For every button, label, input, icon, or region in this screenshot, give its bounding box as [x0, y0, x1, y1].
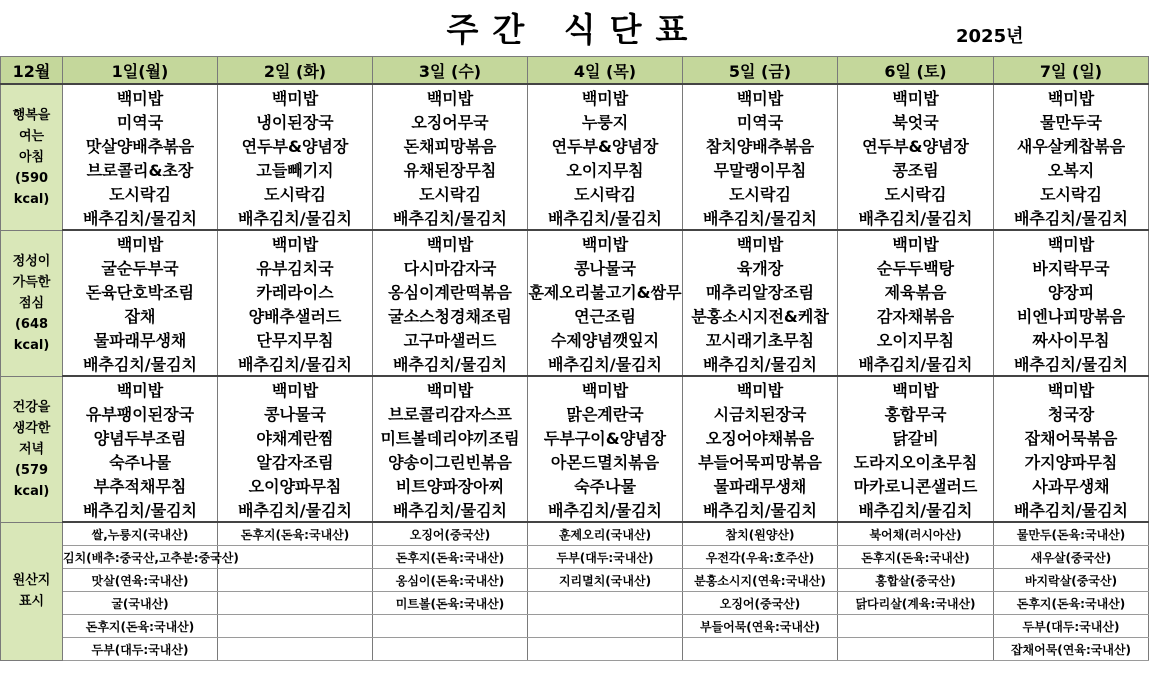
origin-cell: 북어채(러시아산) [838, 522, 994, 546]
dish-cell: 양념두부조림 [63, 425, 218, 449]
origin-cell [218, 546, 373, 569]
origin-row [1, 569, 1149, 592]
dish-cell: 육개장 [683, 255, 838, 279]
menu-row [1, 157, 1149, 181]
dish-cell: 비트양파장아찌 [373, 473, 528, 497]
dish-cell: 단무지무침 [218, 327, 373, 351]
dish-cell: 배추김치/물김치 [683, 351, 838, 376]
meal-label-line: 아침 [18, 149, 45, 165]
title-bar [0, 0, 1148, 56]
origin-cell: 바지락살(중국산) [994, 569, 1149, 592]
day-header: 6일 (토) [838, 57, 994, 85]
dish-cell: 누룽지 [528, 109, 683, 133]
origin-cell: 참치(원양산) [683, 522, 838, 546]
dish-cell: 브로콜리&초장 [63, 157, 218, 181]
dish-cell: 도시락김 [528, 181, 683, 205]
dish-cell: 오이지무침 [528, 157, 683, 181]
menu-row [1, 133, 1149, 157]
origin-cell: 우전각(우육:호주산) [683, 546, 838, 569]
day-header: 2일 (화) [218, 57, 373, 85]
origin-cell: 돈후지(돈육:국내산) [994, 592, 1149, 615]
menu-row [1, 327, 1149, 351]
dish-cell: 배추김치/물김치 [838, 351, 994, 376]
origin-cell: 돈후지(돈육:국내산) [373, 546, 528, 569]
dish-cell: 백미밥 [218, 230, 373, 255]
dish-cell: 새우살케찹볶음 [994, 133, 1149, 157]
dish-cell: 도라지오이초무침 [838, 449, 994, 473]
menu-row [1, 376, 1149, 401]
origin-cell: 물만두(돈육:국내산) [994, 522, 1149, 546]
dish-cell: 백미밥 [683, 230, 838, 255]
origin-cell [528, 615, 683, 638]
menu-row [1, 449, 1149, 473]
origin-cell [218, 615, 373, 638]
dish-cell: 백미밥 [683, 376, 838, 401]
dish-cell: 배추김치/물김치 [218, 205, 373, 230]
menu-row [1, 401, 1149, 425]
menu-table [0, 56, 1149, 661]
dish-cell: 연두부&양념장 [528, 133, 683, 157]
origin-cell: 두부(대두:국내산) [994, 615, 1149, 638]
dish-cell: 옹심이계란떡볶음 [373, 279, 528, 303]
meal-label-line: 여는 [18, 128, 45, 144]
dish-cell: 백미밥 [373, 230, 528, 255]
origin-cell: 미트볼(돈육:국내산) [373, 592, 528, 615]
origin-cell: 잡채어묵(연육:국내산) [994, 638, 1149, 661]
meal-label-line: 점심 [18, 295, 45, 311]
dish-cell: 매추리알장조림 [683, 279, 838, 303]
dish-cell: 돈육단호박조림 [63, 279, 218, 303]
dish-cell: 백미밥 [218, 84, 373, 109]
origin-row [1, 592, 1149, 615]
dish-cell: 오이양파무침 [218, 473, 373, 497]
origin-row [1, 522, 1149, 546]
meal-label-line: kcal) [13, 191, 50, 207]
dish-cell: 배추김치/물김치 [528, 497, 683, 522]
dish-cell: 알감자조림 [218, 449, 373, 473]
origin-cell [373, 638, 528, 661]
dish-cell: 배추김치/물김치 [683, 205, 838, 230]
dish-cell: 맑은계란국 [528, 401, 683, 425]
origin-cell [528, 592, 683, 615]
dish-cell: 미역국 [63, 109, 218, 133]
origin-cell: 옹심이(돈육:국내산) [373, 569, 528, 592]
origin-label [1, 522, 63, 661]
dish-cell: 배추김치/물김치 [838, 205, 994, 230]
origin-cell: 부들어묵(연육:국내산) [683, 615, 838, 638]
origin-cell [218, 592, 373, 615]
dish-cell: 백미밥 [994, 84, 1149, 109]
day-header: 5일 (금) [683, 57, 838, 85]
dish-cell: 사과무생채 [994, 473, 1149, 497]
dish-cell: 도시락김 [683, 181, 838, 205]
menu-row [1, 230, 1149, 255]
origin-cell [528, 638, 683, 661]
dish-cell: 백미밥 [373, 84, 528, 109]
dish-cell: 도시락김 [373, 181, 528, 205]
dish-cell: 훈제오리불고기&쌈무 [528, 279, 683, 303]
dish-cell: 굴순두부국 [63, 255, 218, 279]
dish-cell: 고들빼기지 [218, 157, 373, 181]
dish-cell: 오이지무침 [838, 327, 994, 351]
meal-label-line: 생각한 [12, 420, 51, 436]
dish-cell: 아몬드멸치볶음 [528, 449, 683, 473]
origin-cell: 김치(배추:중국산,고추분:중국산) [63, 546, 218, 569]
dish-cell: 백미밥 [994, 376, 1149, 401]
meal-label-line: kcal) [13, 337, 50, 353]
origin-cell: 쌀,누룽지(국내산) [63, 522, 218, 546]
dish-cell: 백미밥 [373, 376, 528, 401]
menu-row [1, 425, 1149, 449]
origin-cell: 두부(대두:국내산) [63, 638, 218, 661]
dish-cell: 백미밥 [528, 376, 683, 401]
dish-cell: 배추김치/물김치 [683, 497, 838, 522]
day-header: 3일 (수) [373, 57, 528, 85]
dish-cell: 제육볶음 [838, 279, 994, 303]
meal-label-line: (648 [14, 316, 49, 332]
origin-row [1, 638, 1149, 661]
origin-cell: 오징어(중국산) [373, 522, 528, 546]
dish-cell: 연두부&양념장 [838, 133, 994, 157]
menu-row [1, 109, 1149, 133]
dish-cell: 연근조림 [528, 303, 683, 327]
meal-label-line: 가득한 [12, 274, 51, 290]
meal-label [1, 84, 63, 230]
menu-row [1, 497, 1149, 522]
day-header: 4일 (목) [528, 57, 683, 85]
dish-cell: 배추김치/물김치 [373, 205, 528, 230]
dish-cell: 배추김치/물김치 [528, 205, 683, 230]
dish-cell: 굴소스청경채조림 [373, 303, 528, 327]
dish-cell: 미역국 [683, 109, 838, 133]
meal-label [1, 376, 63, 522]
menu-row [1, 205, 1149, 230]
dish-cell: 유채된장무침 [373, 157, 528, 181]
dish-cell: 비엔나피망볶음 [994, 303, 1149, 327]
dish-cell: 양배추샐러드 [218, 303, 373, 327]
dish-cell: 홍합무국 [838, 401, 994, 425]
dish-cell: 백미밥 [528, 84, 683, 109]
origin-cell: 닭다리살(계육:국내산) [838, 592, 994, 615]
dish-cell: 양송이그린빈볶음 [373, 449, 528, 473]
dish-cell: 배추김치/물김치 [528, 351, 683, 376]
origin-cell: 굴(국내산) [63, 592, 218, 615]
page-title: 주간 식단표 [446, 10, 702, 49]
origin-cell: 지리멸치(국내산) [528, 569, 683, 592]
menu-row [1, 351, 1149, 376]
dish-cell: 순두두백탕 [838, 255, 994, 279]
origin-cell [683, 638, 838, 661]
dish-cell: 물만두국 [994, 109, 1149, 133]
menu-row [1, 303, 1149, 327]
dish-cell: 다시마감자국 [373, 255, 528, 279]
origin-cell: 맛살(연육:국내산) [63, 569, 218, 592]
dish-cell: 청국장 [994, 401, 1149, 425]
dish-cell: 브로콜리감자스프 [373, 401, 528, 425]
menu-row [1, 84, 1149, 109]
dish-cell: 도시락김 [994, 181, 1149, 205]
day-header: 1일(월) [63, 57, 218, 85]
dish-cell: 부추적채무침 [63, 473, 218, 497]
dish-cell: 북엇국 [838, 109, 994, 133]
dish-cell: 콩나물국 [528, 255, 683, 279]
dish-cell: 백미밥 [63, 230, 218, 255]
dish-cell: 오복지 [994, 157, 1149, 181]
dish-cell: 백미밥 [63, 376, 218, 401]
dish-cell: 백미밥 [63, 84, 218, 109]
meal-label-line: 저녁 [18, 441, 45, 457]
dish-cell: 야채계란찜 [218, 425, 373, 449]
dish-cell: 가지양파무침 [994, 449, 1149, 473]
origin-cell: 홍합살(중국산) [838, 569, 994, 592]
origin-cell: 새우살(중국산) [994, 546, 1149, 569]
dish-cell: 양장피 [994, 279, 1149, 303]
dish-cell: 백미밥 [218, 376, 373, 401]
dish-cell: 바지락무국 [994, 255, 1149, 279]
menu-row [1, 255, 1149, 279]
dish-cell: 오징어무국 [373, 109, 528, 133]
dish-cell: 고구마샐러드 [373, 327, 528, 351]
dish-cell: 짜사이무침 [994, 327, 1149, 351]
origin-cell [373, 615, 528, 638]
dish-cell: 배추김치/물김치 [63, 497, 218, 522]
dish-cell: 물파래무생채 [63, 327, 218, 351]
dish-cell: 무말랭이무침 [683, 157, 838, 181]
dish-cell: 배추김치/물김치 [218, 351, 373, 376]
meal-label-line: (590 [14, 170, 49, 186]
origin-row [1, 615, 1149, 638]
dish-cell: 배추김치/물김치 [994, 205, 1149, 230]
dish-cell: 유부김치국 [218, 255, 373, 279]
menu-row [1, 181, 1149, 205]
menu-row [1, 279, 1149, 303]
meal-label-line: 정성이 [12, 253, 51, 269]
origin-label-line: 표시 [18, 594, 45, 610]
meal-label-line: 건강을 [12, 399, 51, 415]
dish-cell: 참치양배추볶음 [683, 133, 838, 157]
dish-cell: 물파래무생채 [683, 473, 838, 497]
origin-cell [838, 638, 994, 661]
dish-cell: 도시락김 [63, 181, 218, 205]
dish-cell: 마카로니콘샐러드 [838, 473, 994, 497]
origin-cell: 돈후지(돈육:국내산) [218, 522, 373, 546]
dish-cell: 도시락김 [838, 181, 994, 205]
dish-cell: 도시락김 [218, 181, 373, 205]
origin-row [1, 546, 1149, 569]
dish-cell: 배추김치/물김치 [994, 351, 1149, 376]
origin-label-line: 원산지 [12, 573, 51, 589]
dish-cell: 꼬시래기초무침 [683, 327, 838, 351]
dish-cell: 미트볼데리야끼조림 [373, 425, 528, 449]
dish-cell: 연두부&양념장 [218, 133, 373, 157]
dish-cell: 시금치된장국 [683, 401, 838, 425]
dish-cell: 배추김치/물김치 [838, 497, 994, 522]
dish-cell: 배추김치/물김치 [373, 497, 528, 522]
day-header: 7일 (일) [994, 57, 1149, 85]
meal-label-line: kcal) [13, 483, 50, 499]
dish-cell: 콩나물국 [218, 401, 373, 425]
dish-cell: 숙주나물 [528, 473, 683, 497]
dish-cell: 오징어야채볶음 [683, 425, 838, 449]
dish-cell: 카레라이스 [218, 279, 373, 303]
menu-row [1, 473, 1149, 497]
dish-cell: 백미밥 [838, 376, 994, 401]
dish-cell: 백미밥 [528, 230, 683, 255]
dish-cell: 백미밥 [994, 230, 1149, 255]
origin-cell [838, 615, 994, 638]
dish-cell: 분홍소시지전&케찹 [683, 303, 838, 327]
origin-cell: 돈후지(돈육:국내산) [838, 546, 994, 569]
dish-cell: 배추김치/물김치 [373, 351, 528, 376]
origin-cell: 분홍소시지(연육:국내산) [683, 569, 838, 592]
origin-cell [218, 638, 373, 661]
dish-cell: 냉이된장국 [218, 109, 373, 133]
meal-label-line: (579 [14, 462, 49, 478]
dish-cell: 백미밥 [838, 230, 994, 255]
dish-cell: 맛살양배추볶음 [63, 133, 218, 157]
dish-cell: 감자채볶음 [838, 303, 994, 327]
meal-label [1, 230, 63, 376]
header-row [1, 57, 1149, 85]
dish-cell: 유부팽이된장국 [63, 401, 218, 425]
meal-label-line: 행복을 [12, 107, 51, 123]
origin-cell: 두부(대두:국내산) [528, 546, 683, 569]
origin-cell: 돈후지(돈육:국내산) [63, 615, 218, 638]
dish-cell: 잡채어묵볶음 [994, 425, 1149, 449]
dish-cell: 배추김치/물김치 [994, 497, 1149, 522]
month-header: 12월 [1, 57, 63, 85]
dish-cell: 두부구이&양념장 [528, 425, 683, 449]
dish-cell: 닭갈비 [838, 425, 994, 449]
origin-cell: 오징어(중국산) [683, 592, 838, 615]
dish-cell: 배추김치/물김치 [63, 205, 218, 230]
dish-cell: 수제양념깻잎지 [528, 327, 683, 351]
dish-cell: 콩조림 [838, 157, 994, 181]
dish-cell: 배추김치/물김치 [218, 497, 373, 522]
dish-cell: 백미밥 [683, 84, 838, 109]
origin-cell: 훈제오리(국내산) [528, 522, 683, 546]
origin-cell [218, 569, 373, 592]
year-label: 2025년 [956, 26, 1024, 47]
dish-cell: 숙주나물 [63, 449, 218, 473]
dish-cell: 배추김치/물김치 [63, 351, 218, 376]
dish-cell: 백미밥 [838, 84, 994, 109]
dish-cell: 잡채 [63, 303, 218, 327]
dish-cell: 돈채피망볶음 [373, 133, 528, 157]
dish-cell: 부들어묵피망볶음 [683, 449, 838, 473]
